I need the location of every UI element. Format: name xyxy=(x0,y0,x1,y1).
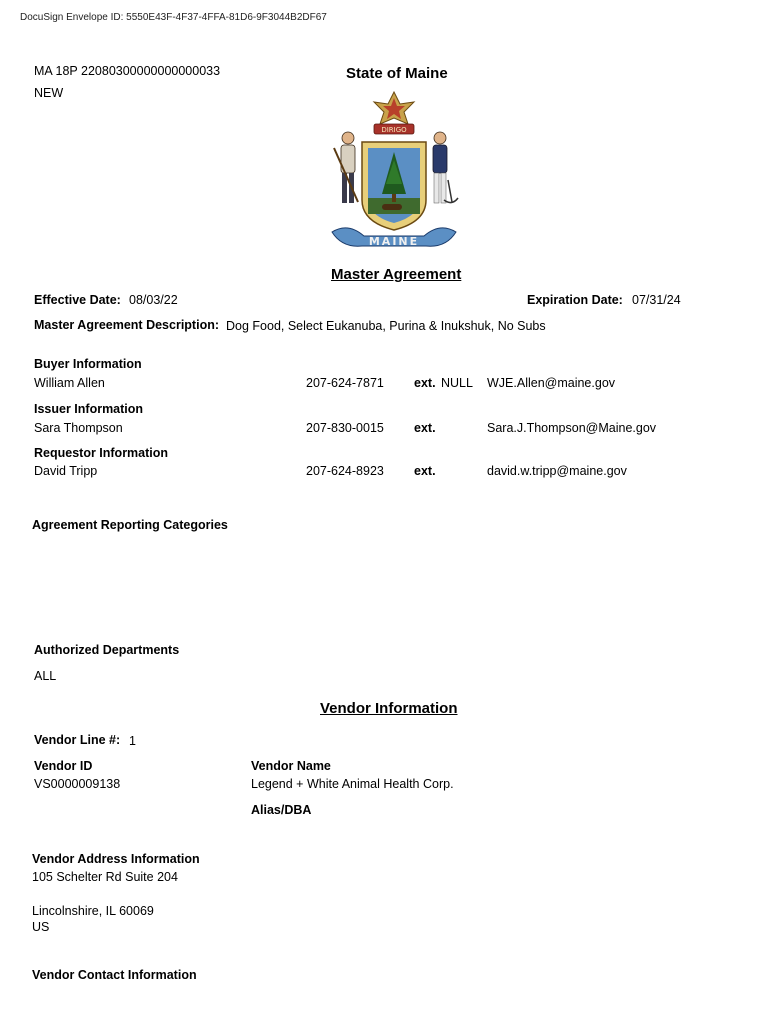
buyer-email: WJE.Allen@maine.gov xyxy=(487,376,616,390)
buyer-ext-label: ext. xyxy=(414,376,436,390)
state-seal-image xyxy=(328,90,460,258)
requestor-email: david.w.tripp@maine.gov xyxy=(487,464,627,478)
vendor-line-value: 1 xyxy=(129,734,136,748)
agreement-status: NEW xyxy=(34,86,64,100)
state-title: State of Maine xyxy=(346,65,448,82)
issuer-name: Sara Thompson xyxy=(34,421,123,435)
requestor-phone: 207-624-8923 xyxy=(306,464,384,478)
vendor-line-label: Vendor Line #: xyxy=(34,733,121,747)
issuer-ext-label: ext. xyxy=(414,421,436,435)
seal-motto: DIRIGO xyxy=(381,126,407,134)
vendor-name-value: Legend + White Animal Health Corp. xyxy=(251,777,454,791)
vendor-name-label: Vendor Name xyxy=(251,759,331,773)
effective-date-label: Effective Date: xyxy=(34,293,121,307)
requestor-ext-label: ext. xyxy=(414,464,436,478)
vendor-title: Vendor Information xyxy=(320,700,458,717)
issuer-heading: Issuer Information xyxy=(34,402,144,416)
effective-date-value: 08/03/22 xyxy=(129,293,178,307)
doc-title: Master Agreement xyxy=(331,266,462,283)
expiration-date-value: 07/31/24 xyxy=(632,293,681,307)
vendor-address-line3: US xyxy=(32,920,50,934)
expiration-date-label: Expiration Date: xyxy=(527,293,623,307)
requestor-heading: Requestor Information xyxy=(34,446,169,460)
requestor-name: David Tripp xyxy=(34,464,98,478)
vendor-address-line2: Lincolnshire, IL 60069 xyxy=(32,904,154,918)
vendor-id-label: Vendor ID xyxy=(34,759,93,773)
vendor-address-line1: 105 Schelter Rd Suite 204 xyxy=(32,870,178,884)
reporting-categories-heading: Agreement Reporting Categories xyxy=(32,518,228,532)
issuer-email: Sara.J.Thompson@Maine.gov xyxy=(487,421,657,435)
vendor-address-heading: Vendor Address Information xyxy=(32,852,200,866)
departments-value: ALL xyxy=(34,669,57,683)
buyer-name: William Allen xyxy=(34,376,105,390)
seal-label: MAINE xyxy=(368,235,420,248)
vendor-id-value: VS0000009138 xyxy=(34,777,121,791)
buyer-heading: Buyer Information xyxy=(34,357,142,371)
description-value: Dog Food, Select Eukanuba, Purina & Inukshuk, No Subs xyxy=(226,319,546,333)
description-label: Master Agreement Description: xyxy=(34,318,219,332)
issuer-phone: 207-830-0015 xyxy=(306,421,384,435)
vendor-contact-heading: Vendor Contact Information xyxy=(32,968,197,982)
vendor-alias-label: Alias/DBA xyxy=(251,803,312,817)
departments-heading: Authorized Departments xyxy=(34,643,180,657)
envelope-id: DocuSign Envelope ID: 5550E43F-4F37-4FFA-81D6-9F3044B2DF67 xyxy=(20,12,327,23)
buyer-phone: 207-624-7871 xyxy=(306,376,384,390)
agreement-number: MA 18P 22080300000000000033 xyxy=(34,64,221,78)
buyer-ext-value: NULL xyxy=(441,376,473,390)
